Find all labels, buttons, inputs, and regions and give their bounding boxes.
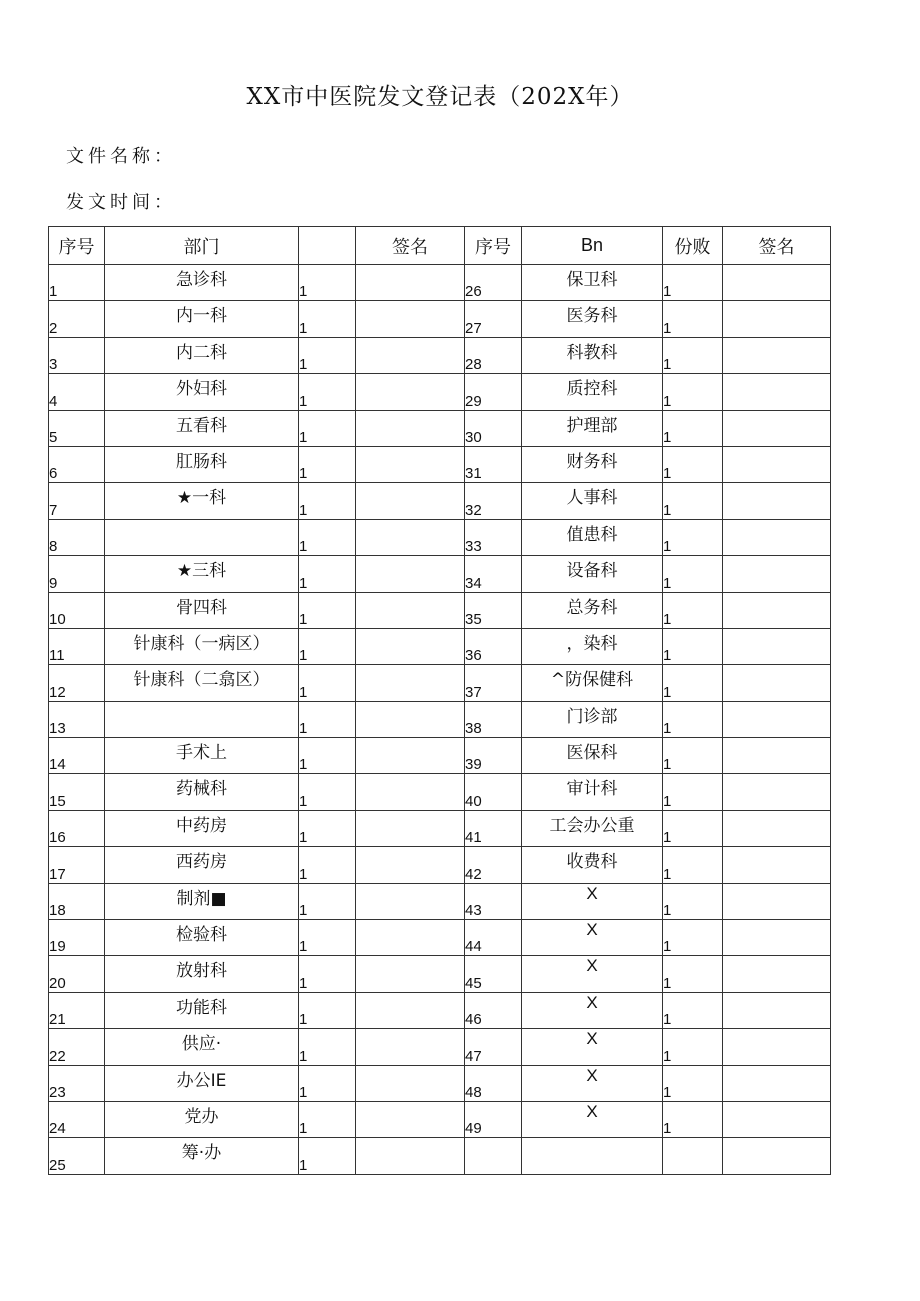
- sign-left-cell: [356, 556, 465, 592]
- sign-left-cell: [356, 847, 465, 883]
- count-left-cell: 1: [299, 628, 356, 664]
- sign-right-cell: [723, 556, 831, 592]
- table-row: [49, 1065, 831, 1101]
- dept-left-cell: ★三科: [105, 556, 299, 592]
- table-row: [49, 1101, 831, 1137]
- dept-right-cell: 值患科: [522, 519, 663, 555]
- dept-left-cell: 内一科: [105, 301, 299, 337]
- dept-right-cell: X: [522, 1029, 663, 1065]
- seq-left-cell: 8: [49, 519, 105, 555]
- sign-left-cell: [356, 883, 465, 919]
- dept-right-cell: X: [522, 992, 663, 1028]
- sign-left-cell: [356, 738, 465, 774]
- sign-right-cell: [723, 774, 831, 810]
- sign-left-cell: [356, 701, 465, 737]
- seq-left-cell: 19: [49, 920, 105, 956]
- sign-left-cell: [356, 992, 465, 1028]
- sign-right-cell: [723, 883, 831, 919]
- count-right-cell: 1: [663, 810, 723, 846]
- table-row: [49, 810, 831, 846]
- count-right-cell: 1: [663, 410, 723, 446]
- seq-right-cell: 27: [465, 301, 522, 337]
- dept-right-cell: 总务科: [522, 592, 663, 628]
- count-right-cell: 1: [663, 665, 723, 701]
- seq-right-cell: 49: [465, 1101, 522, 1137]
- dept-left-cell: 手术上: [105, 738, 299, 774]
- table-header-row: [49, 227, 831, 265]
- count-right-cell: 1: [663, 483, 723, 519]
- dept-right-cell: 人事科: [522, 483, 663, 519]
- dept-left-cell: 检验科: [105, 920, 299, 956]
- table-row: [49, 774, 831, 810]
- count-left-cell: 1: [299, 556, 356, 592]
- dept-left-cell: 放射科: [105, 956, 299, 992]
- dept-left-cell: 肛肠科: [105, 446, 299, 482]
- table-row: [49, 701, 831, 737]
- header-count-right: 份败: [663, 227, 723, 265]
- count-left-cell: 1: [299, 265, 356, 301]
- table-row: [49, 956, 831, 992]
- sign-left-cell: [356, 956, 465, 992]
- table-row: [49, 265, 831, 301]
- table-row: [49, 883, 831, 919]
- dept-right-cell: 审计科: [522, 774, 663, 810]
- sign-left-cell: [356, 628, 465, 664]
- seq-right-cell: 36: [465, 628, 522, 664]
- count-right-cell: 1: [663, 701, 723, 737]
- count-left-cell: 1: [299, 992, 356, 1028]
- dept-right-cell: ，染科: [522, 628, 663, 664]
- sign-left-cell: [356, 665, 465, 701]
- sign-right-cell: [723, 1138, 831, 1174]
- seq-right-cell: 41: [465, 810, 522, 846]
- header-dept-left: 部门: [105, 227, 299, 265]
- page-title: XX市中医院发文登记表（202X年）: [246, 84, 634, 110]
- header-seq-right: 序号: [465, 227, 522, 265]
- sign-left-cell: [356, 1138, 465, 1174]
- dept-right-cell: 医务科: [522, 301, 663, 337]
- dept-left-cell: 针康科（二翕区）: [105, 665, 299, 701]
- dept-left-cell: 党办: [105, 1101, 299, 1137]
- dept-left-cell: [105, 519, 299, 555]
- sign-left-cell: [356, 374, 465, 410]
- dept-left-cell: 急诊科: [105, 265, 299, 301]
- dept-right-cell: X: [522, 956, 663, 992]
- count-right-cell: 1: [663, 556, 723, 592]
- count-right-cell: 1: [663, 628, 723, 664]
- dept-right-cell: 门诊部: [522, 701, 663, 737]
- seq-right-cell: 34: [465, 556, 522, 592]
- seq-left-cell: 1: [49, 265, 105, 301]
- dept-right-cell: [522, 1138, 663, 1174]
- table-row: [49, 1138, 831, 1174]
- count-left-cell: 1: [299, 738, 356, 774]
- seq-right-cell: 45: [465, 956, 522, 992]
- seq-left-cell: 12: [49, 665, 105, 701]
- dept-left-cell: 办公IE: [105, 1065, 299, 1101]
- seq-left-cell: 9: [49, 556, 105, 592]
- header-dept-right: Bn: [522, 227, 663, 265]
- sign-right-cell: [723, 337, 831, 373]
- count-right-cell: 1: [663, 519, 723, 555]
- sign-left-cell: [356, 483, 465, 519]
- seq-left-cell: 16: [49, 810, 105, 846]
- seq-left-cell: 13: [49, 701, 105, 737]
- seq-left-cell: 18: [49, 883, 105, 919]
- sign-left-cell: [356, 774, 465, 810]
- sign-left-cell: [356, 265, 465, 301]
- count-right-cell: 1: [663, 337, 723, 373]
- count-right-cell: 1: [663, 883, 723, 919]
- sign-right-cell: [723, 810, 831, 846]
- dept-right-cell: 护理部: [522, 410, 663, 446]
- table-row: [49, 665, 831, 701]
- sign-right-cell: [723, 410, 831, 446]
- count-left-cell: 1: [299, 956, 356, 992]
- count-left-cell: 1: [299, 483, 356, 519]
- seq-left-cell: 22: [49, 1029, 105, 1065]
- table-row: [49, 301, 831, 337]
- count-right-cell: 1: [663, 446, 723, 482]
- sign-right-cell: [723, 920, 831, 956]
- table-row: [49, 592, 831, 628]
- seq-left-cell: 3: [49, 337, 105, 373]
- count-left-cell: 1: [299, 592, 356, 628]
- dept-left-cell: 西药房: [105, 847, 299, 883]
- seq-right-cell: [465, 1138, 522, 1174]
- count-right-cell: 1: [663, 920, 723, 956]
- count-right-cell: 1: [663, 1065, 723, 1101]
- count-right-cell: 1: [663, 847, 723, 883]
- count-left-cell: 1: [299, 1029, 356, 1065]
- seq-right-cell: 39: [465, 738, 522, 774]
- count-left-cell: 1: [299, 920, 356, 956]
- registration-table: [48, 226, 831, 1175]
- count-right-cell: 1: [663, 738, 723, 774]
- dept-right-cell: X: [522, 1065, 663, 1101]
- count-right-cell: 1: [663, 992, 723, 1028]
- sign-left-cell: [356, 810, 465, 846]
- sign-left-cell: [356, 920, 465, 956]
- seq-left-cell: 7: [49, 483, 105, 519]
- sign-right-cell: [723, 265, 831, 301]
- seq-right-cell: 38: [465, 701, 522, 737]
- count-left-cell: 1: [299, 410, 356, 446]
- table-row: [49, 1029, 831, 1065]
- table-row: [49, 556, 831, 592]
- count-left-cell: 1: [299, 337, 356, 373]
- table-row: [49, 847, 831, 883]
- dept-right-cell: 质控科: [522, 374, 663, 410]
- sign-right-cell: [723, 738, 831, 774]
- sign-right-cell: [723, 1029, 831, 1065]
- table-row: [49, 920, 831, 956]
- sign-left-cell: [356, 519, 465, 555]
- dept-left-cell: 针康科（一病区）: [105, 628, 299, 664]
- table-row: [49, 374, 831, 410]
- seq-left-cell: 2: [49, 301, 105, 337]
- seq-left-cell: 17: [49, 847, 105, 883]
- dept-left-cell: 外妇科: [105, 374, 299, 410]
- count-left-cell: 1: [299, 301, 356, 337]
- count-right-cell: [663, 1138, 723, 1174]
- header-sign-left: 签名: [356, 227, 465, 265]
- count-left-cell: 1: [299, 1065, 356, 1101]
- table-row: [49, 410, 831, 446]
- dept-left-cell: 供应·: [105, 1029, 299, 1065]
- seq-right-cell: 42: [465, 847, 522, 883]
- sign-left-cell: [356, 301, 465, 337]
- count-left-cell: 1: [299, 1138, 356, 1174]
- seq-left-cell: 24: [49, 1101, 105, 1137]
- sign-right-cell: [723, 956, 831, 992]
- header-sign-right: 签名: [723, 227, 831, 265]
- seq-left-cell: 20: [49, 956, 105, 992]
- count-right-cell: 1: [663, 956, 723, 992]
- seq-right-cell: 30: [465, 410, 522, 446]
- seq-right-cell: 37: [465, 665, 522, 701]
- dept-left-cell: [105, 701, 299, 737]
- dept-left-cell: 内二科: [105, 337, 299, 373]
- seq-left-cell: 10: [49, 592, 105, 628]
- count-left-cell: 1: [299, 519, 356, 555]
- seq-right-cell: 32: [465, 483, 522, 519]
- table-row: [49, 992, 831, 1028]
- sign-left-cell: [356, 446, 465, 482]
- count-left-cell: 1: [299, 665, 356, 701]
- count-left-cell: 1: [299, 446, 356, 482]
- dept-right-cell: 工会办公重: [522, 810, 663, 846]
- sign-left-cell: [356, 1029, 465, 1065]
- sign-right-cell: [723, 374, 831, 410]
- file-name-label: 文件名称：: [66, 146, 176, 167]
- seq-right-cell: 35: [465, 592, 522, 628]
- seq-right-cell: 46: [465, 992, 522, 1028]
- sign-left-cell: [356, 410, 465, 446]
- dept-right-cell: 保卫科: [522, 265, 663, 301]
- dept-left-cell: 筹·办: [105, 1138, 299, 1174]
- sign-right-cell: [723, 446, 831, 482]
- count-right-cell: 1: [663, 265, 723, 301]
- dept-left-cell: 功能科: [105, 992, 299, 1028]
- dept-left-cell: ★一科: [105, 483, 299, 519]
- sign-right-cell: [723, 1101, 831, 1137]
- seq-right-cell: 48: [465, 1065, 522, 1101]
- dept-left-cell: 骨四科: [105, 592, 299, 628]
- seq-left-cell: 4: [49, 374, 105, 410]
- header-count-left: [299, 227, 356, 265]
- seq-left-cell: 15: [49, 774, 105, 810]
- seq-right-cell: 31: [465, 446, 522, 482]
- seq-left-cell: 6: [49, 446, 105, 482]
- count-right-cell: 1: [663, 774, 723, 810]
- dept-right-cell: 财务科: [522, 446, 663, 482]
- seq-right-cell: 33: [465, 519, 522, 555]
- dept-right-cell: X: [522, 920, 663, 956]
- seq-right-cell: 40: [465, 774, 522, 810]
- dept-left-cell: 五看科: [105, 410, 299, 446]
- dept-right-cell: 医保科: [522, 738, 663, 774]
- sign-right-cell: [723, 483, 831, 519]
- sign-right-cell: [723, 847, 831, 883]
- table-row: [49, 519, 831, 555]
- dept-right-cell: X: [522, 883, 663, 919]
- count-left-cell: 1: [299, 810, 356, 846]
- sign-left-cell: [356, 1065, 465, 1101]
- dept-right-cell: 设备科: [522, 556, 663, 592]
- table-row: [49, 738, 831, 774]
- sign-right-cell: [723, 665, 831, 701]
- dept-left-cell: 制剂■: [105, 883, 299, 919]
- count-left-cell: 1: [299, 774, 356, 810]
- count-left-cell: 1: [299, 1101, 356, 1137]
- count-left-cell: 1: [299, 883, 356, 919]
- count-right-cell: 1: [663, 374, 723, 410]
- table-row: [49, 446, 831, 482]
- table-row: [49, 337, 831, 373]
- seq-left-cell: 11: [49, 628, 105, 664]
- dept-left-cell: 中药房: [105, 810, 299, 846]
- dept-right-cell: ^防保健科: [522, 665, 663, 701]
- seq-left-cell: 25: [49, 1138, 105, 1174]
- dept-right-cell: X: [522, 1101, 663, 1137]
- count-right-cell: 1: [663, 592, 723, 628]
- sign-left-cell: [356, 592, 465, 628]
- seq-right-cell: 44: [465, 920, 522, 956]
- seq-left-cell: 23: [49, 1065, 105, 1101]
- sign-right-cell: [723, 1065, 831, 1101]
- sign-left-cell: [356, 337, 465, 373]
- seq-right-cell: 26: [465, 265, 522, 301]
- sign-left-cell: [356, 1101, 465, 1137]
- seq-left-cell: 14: [49, 738, 105, 774]
- sign-right-cell: [723, 301, 831, 337]
- dept-left-cell: 药械科: [105, 774, 299, 810]
- sign-right-cell: [723, 592, 831, 628]
- count-right-cell: 1: [663, 1029, 723, 1065]
- header-seq-left: 序号: [49, 227, 105, 265]
- count-right-cell: 1: [663, 1101, 723, 1137]
- seq-right-cell: 43: [465, 883, 522, 919]
- table-body: [49, 265, 831, 1175]
- count-right-cell: 1: [663, 301, 723, 337]
- seq-right-cell: 28: [465, 337, 522, 373]
- sign-right-cell: [723, 701, 831, 737]
- seq-left-cell: 21: [49, 992, 105, 1028]
- seq-right-cell: 29: [465, 374, 522, 410]
- count-left-cell: 1: [299, 701, 356, 737]
- send-time-label: 发文时间：: [66, 192, 176, 213]
- dept-right-cell: 收费科: [522, 847, 663, 883]
- seq-right-cell: 47: [465, 1029, 522, 1065]
- dept-right-cell: 科教科: [522, 337, 663, 373]
- table-row: [49, 483, 831, 519]
- sign-right-cell: [723, 628, 831, 664]
- sign-right-cell: [723, 519, 831, 555]
- table-row: [49, 628, 831, 664]
- seq-left-cell: 5: [49, 410, 105, 446]
- count-left-cell: 1: [299, 374, 356, 410]
- count-left-cell: 1: [299, 847, 356, 883]
- sign-right-cell: [723, 992, 831, 1028]
